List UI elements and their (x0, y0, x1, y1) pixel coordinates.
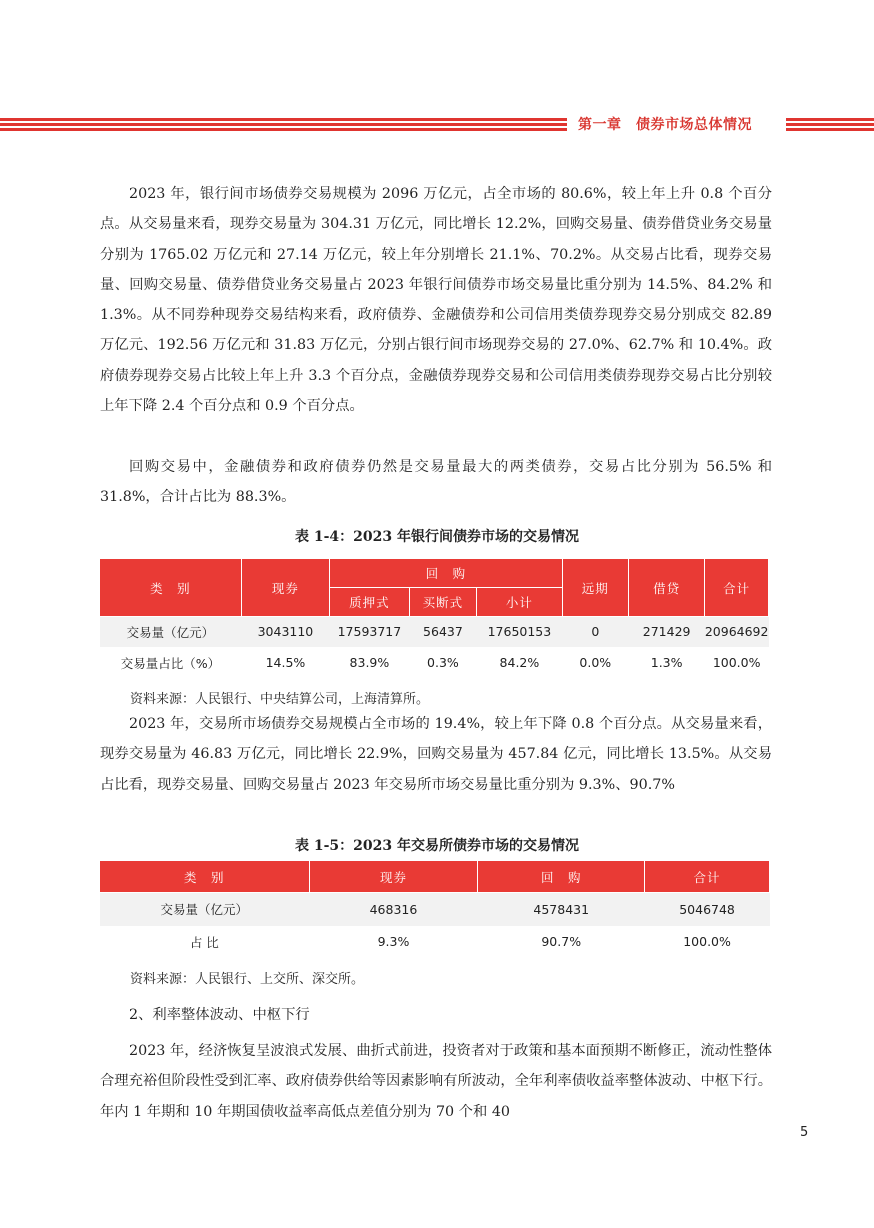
row-label: 交易量占比（%） (100, 647, 242, 679)
table-row (100, 926, 770, 958)
header-spot: 现券 (241, 559, 329, 617)
header-repo: 回 购 (478, 861, 645, 893)
table-row (100, 617, 769, 647)
cell-total: 5046748 (645, 893, 770, 926)
cell-spot: 468316 (309, 893, 478, 926)
table-1-5-caption: 表 1-5：2023 年交易所债券市场的交易情况 (294, 838, 579, 854)
cell-forward: 0.0% (562, 647, 628, 679)
paragraph-interbank-overview: 2023 年，银行间市场债券交易规模为 2096 万亿元，占全市场的 80.6%，较上年上升 0.8 个百分点。从交易量来看，现券交易量为 304.31 万亿元，同比增长 12.2%，回购交易量、债券借贷业务交易量分别为 1765.02 万亿元和 27.14 万亿元，较上年分别增长 21.1%、70.2%。从交易占比看，现券交易量、回购交易量、债券借贷业务交易量占 2023 年银行间债券市场交易量比重分别为 14.5%、84.2% 和 1.3%。从不同券种现券交易结构来看，政府债券、金融债券和公司信用类债券现券交易分别成交 82.89 万亿元、192.56 万亿元和 31.83 万亿元，分别占银行间市场现券交易的 27.0%、62.7% 和 10.4%。政府债券现券交易占比较上年上升 3.3 个百分点，金融债券现券交易和公司信用类债券现券交易占比分别较上年下降 2.4 个百分点和 0.9 个百分点。 (100, 186, 772, 415)
table-row (100, 893, 770, 926)
paragraph-exchange-overview: 2023 年，交易所市场债券交易规模占全市场的 19.4%，较上年下降 0.8 个百分点。从交易量来看，现券交易量为 46.83 万亿元，同比增长 22.9%，回购交易量为 457.84 亿元，同比增长 13.5%。从交易占比看，现券交易量、回购交易量占 2023 年交易所市场交易量比重分别为 9.3%、90.7% (100, 716, 772, 793)
header-repo: 回 购 (330, 559, 563, 588)
table-1-4-source: 资料来源：人民银行、中央结算公司，上海清算所。 (130, 692, 430, 707)
header-category: 类 别 (100, 861, 310, 893)
cell-spot: 14.5% (241, 647, 329, 679)
header-spot: 现券 (309, 861, 478, 893)
table-1-5-source: 资料来源：人民银行、上交所、深交所。 (130, 972, 365, 987)
table-1-4 (99, 558, 769, 679)
cell-total: 100.0% (705, 647, 769, 679)
cell-lending: 271429 (628, 617, 704, 647)
cell-spot: 9.3% (309, 926, 478, 958)
row-label: 交易量（亿元） (100, 893, 310, 926)
header-total: 合计 (705, 559, 769, 617)
cell-pledged: 17593717 (330, 617, 410, 647)
page-number: 5 (800, 1125, 809, 1140)
table-1-4-caption: 表 1-4：2023 年银行间债券市场的交易情况 (294, 529, 579, 545)
cell-subtotal: 17650153 (477, 617, 563, 647)
row-label: 交易量（亿元） (100, 617, 242, 647)
header-subtotal: 小计 (477, 588, 563, 617)
cell-outright: 0.3% (409, 647, 476, 679)
cell-repo: 4578431 (478, 893, 645, 926)
header-forward: 远期 (562, 559, 628, 617)
header-outright: 买断式 (409, 588, 476, 617)
cell-spot: 3043110 (241, 617, 329, 647)
cell-repo: 90.7% (478, 926, 645, 958)
cell-subtotal: 84.2% (477, 647, 563, 679)
chapter-title: 第一章 债券市场总体情况 (578, 117, 752, 133)
header-band-left (0, 118, 567, 133)
header-total: 合计 (645, 861, 770, 893)
paragraph-interest-rates: 2023 年，经济恢复呈波浪式发展、曲折式前进，投资者对于政策和基本面预期不断修正，流动性整体合理充裕但阶段性受到汇率、政府债券供给等因素影响有所波动，全年利率债收益率整体波动、中枢下行。年内 1 年期和 10 年期国债收益率高低点差值分别为 70 个和 40 (100, 1043, 772, 1120)
cell-lending: 1.3% (628, 647, 704, 679)
table-1-5 (99, 860, 770, 958)
section-heading: 2、利率整体波动、中枢下行 (129, 1007, 310, 1023)
cell-pledged: 83.9% (330, 647, 410, 679)
header-lending: 借贷 (628, 559, 704, 617)
header-band-right (786, 118, 874, 133)
cell-total: 20964692 (705, 617, 769, 647)
paragraph-repo: 回购交易中，金融债券和政府债券仍然是交易量最大的两类债券，交易占比分别为 56.5% 和 31.8%，合计占比为 88.3%。 (100, 459, 772, 506)
header-pledged: 质押式 (330, 588, 410, 617)
cell-forward: 0 (562, 617, 628, 647)
header-category: 类 别 (100, 559, 242, 617)
cell-outright: 56437 (409, 617, 476, 647)
table-row (100, 647, 769, 679)
cell-total: 100.0% (645, 926, 770, 958)
row-label: 占 比 (100, 926, 310, 958)
